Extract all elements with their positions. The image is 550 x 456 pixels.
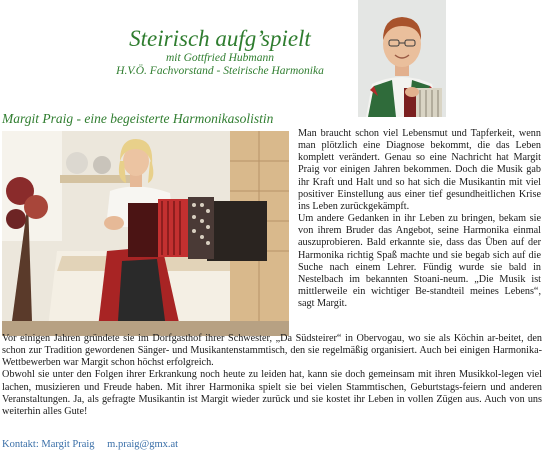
- article-paragraph-3: Vor einigen Jahren gründete sie im Dorfgasthof ihrer Schwester, „Da Südsteirer“ in Obervogau, wo sie als Köchin ar-beitet, den schon zur Tradition gewordenen Sänger- und Musikantenstammtisch, den sie regelmäßig organisiert. Auch bei einigen Harmonika-Wettbewerben war Margit schon höchst erfolgreich.: [2, 333, 542, 369]
- contact-email[interactable]: m.praig@gmx.at: [107, 439, 179, 450]
- article-body-full: [2, 333, 542, 418]
- article-photo-image: [2, 131, 289, 336]
- masthead-role: H.V.Ö. Fachvorstand - Steirische Harmonika: [116, 65, 324, 77]
- contact-label: Kontakt: Margit Praig: [2, 439, 95, 450]
- article-body-right: [298, 128, 541, 310]
- contact-line: [2, 439, 188, 450]
- article-paragraph-1: Man braucht schon viel Lebensmut und Tapferkeit, wenn man plötzlich eine Diagnose bekommt, die das Leben komplett verändert. Genau so eine Nachricht hat Margit Praig vor einigen Jahren bekommen. Doch die Musik gab ihr Kraft und Halt und so hat sich die Musikantin mit viel positiver Einstellung aus einer tief gesundheitlichen Krise ins Leben zurückgekämpft.: [298, 128, 541, 212]
- article-paragraph-2: Um andere Gedanken in ihr Leben zu bringen, bekam sie von ihrem Bruder das Angebot, seine Harmonika einmal auszuprobieren. Bald erkannte sie, dass das Üben auf der Harmonika richtig Spaß machte und sie begab sich auf die Suche nach einem Lehrer. Fündig wurde sie bald in Nestelbach im bekannten Stoani-neum. „Die Musik ist mittlerweile ein wichtiger Be-standteil meines Lebens“, sagt Margit.: [298, 213, 541, 310]
- author-portrait: [358, 0, 446, 117]
- masthead-author: mit Gottfried Hubmann: [166, 52, 274, 64]
- article-heading: Margit Praig - eine begeisterte Harmonikasolistin: [2, 111, 274, 126]
- author-portrait-image: [358, 0, 446, 117]
- article-photo: [2, 131, 289, 336]
- masthead-title: Steirisch aufg’spielt: [129, 26, 311, 51]
- article-paragraph-4: Obwohl sie unter den Folgen ihrer Erkrankung noch heute zu leiden hat, kann sie doch gemeinsam mit ihren Musikkol-legen viel lachen, musizieren und Freude haben. Mit ihrer Harmonika spielt sie bei vielen Stammtischen, Geburtstags-feiern und anderen Veranstaltungen. Ja, als gefragte Musikantin ist Margit wieder zurück und sie kostet ihr Leben in vollen Zügen aus. Auch von uns weiterhin alles Gute!: [2, 369, 542, 417]
- masthead: [60, 26, 380, 78]
